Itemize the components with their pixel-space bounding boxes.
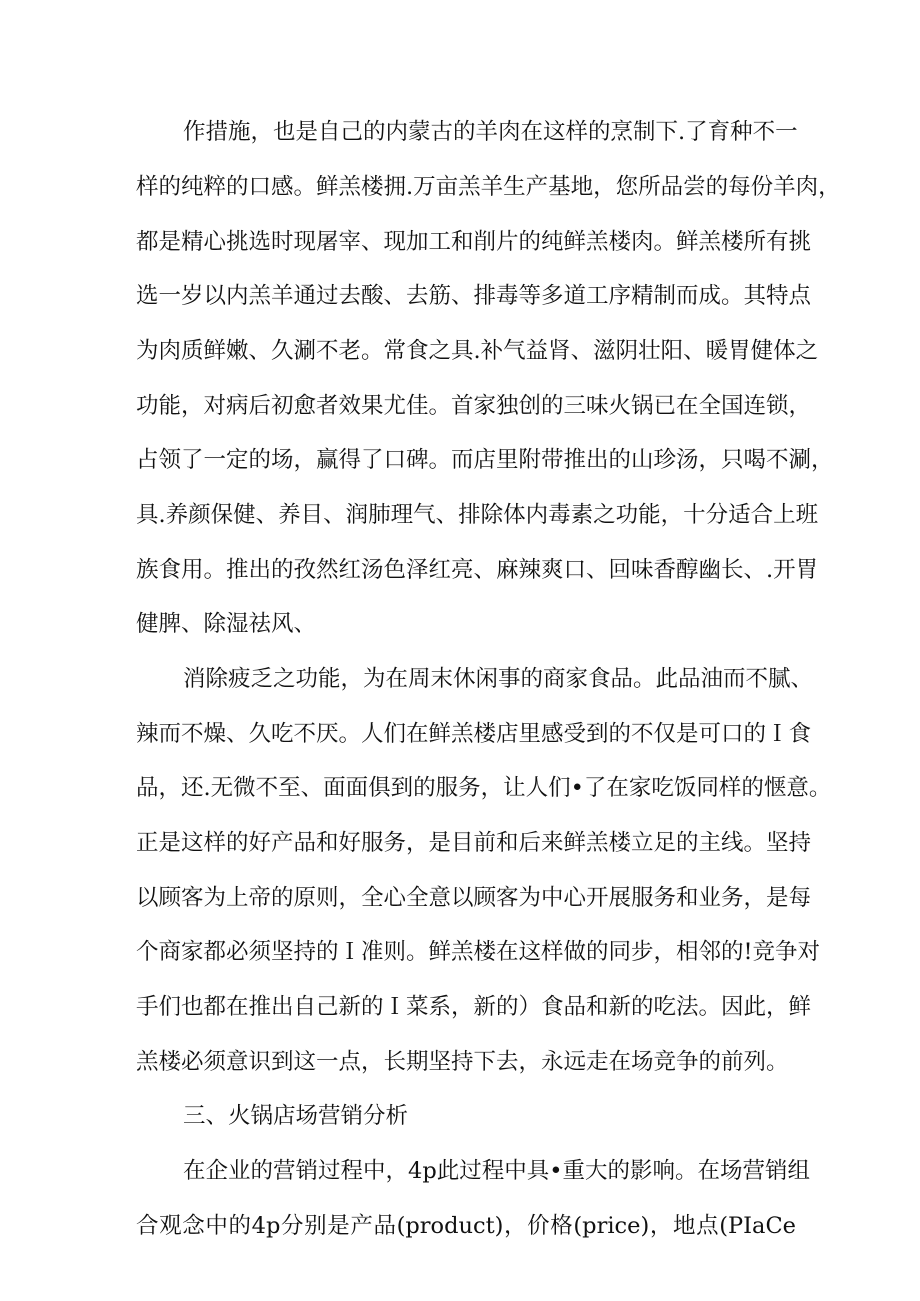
text-line: 具.养颜保健、养目、润肺理气、排除体内毒素之功能，十分适合上班: [136, 502, 819, 528]
text-line: 在企业的营销过程中，4p此过程中具•重大的影响。在场营销组: [183, 1158, 810, 1184]
section-heading: 三、火锅店场营销分析: [183, 1103, 409, 1129]
text-line: 族食用。推出的孜然红汤色泽红亮、麻辣爽口、回味香醇幽长、.开胃: [136, 557, 819, 583]
text-line: 品，还.无微不至、面面俱到的服务，让人们•了在家吃饭同样的惬意。: [136, 775, 832, 801]
text-line: 个商家都必须坚持的Ｉ准则。鲜羔楼在这样做的同步，相邻的!竞争对: [136, 939, 821, 965]
text-line: 作措施，也是自己的内蒙古的羊肉在这样的烹制下.了育种不一: [183, 119, 798, 145]
text-line: 手们也都在推出自己新的Ｉ菜系，新的）食品和新的吃法。因此，鲜: [136, 994, 812, 1020]
text-line: 以顾客为上帝的原则，全心全意以顾客为中心开展服务和业务，是每: [136, 885, 812, 911]
text-line: 正是这样的好产品和好服务，是目前和后来鲜羔楼立足的主线。坚持: [136, 830, 812, 856]
text-line: 羔楼必须意识到这一点，长期坚持下去，永远走在场竞争的前列。: [136, 1049, 789, 1075]
text-line: 样的纯粹的口感。鲜羔楼拥.万亩羔羊生产基地，您所品尝的每份羊肉，: [136, 174, 841, 200]
text-line: 选一岁以内羔羊通过去酸、去筋、排毒等多道工序精制而成。其特点: [136, 283, 812, 309]
text-line: 消除疲乏之功能，为在周末休闲事的商家食品。此品油而不腻、: [183, 666, 814, 692]
text-line: 占领了一定的场，赢得了口碑。而店里附带推出的山珍汤，只喝不涮，: [136, 447, 834, 473]
text-line: 为肉质鲜嫩、久涮不老。常食之具.补气益肾、滋阴壮阳、暖胃健体之: [136, 338, 819, 364]
text-line: 都是精心挑选时现屠宰、现加工和削片的纯鲜羔楼肉。鲜羔楼所有挑: [136, 229, 812, 255]
text-line: 合观念中的4p分别是产品(product)，价格(price)，地点(PIaCe: [136, 1213, 796, 1239]
text-line: 辣而不燥、久吃不厌。人们在鲜羔楼店里感受到的不仅是可口的Ｉ食: [136, 721, 812, 747]
text-line: 健脾、除湿祛风、: [136, 611, 317, 637]
text-line: 功能，对病后初愈者效果尤佳。首家独创的三味火锅已在全国连锁，: [136, 393, 812, 419]
